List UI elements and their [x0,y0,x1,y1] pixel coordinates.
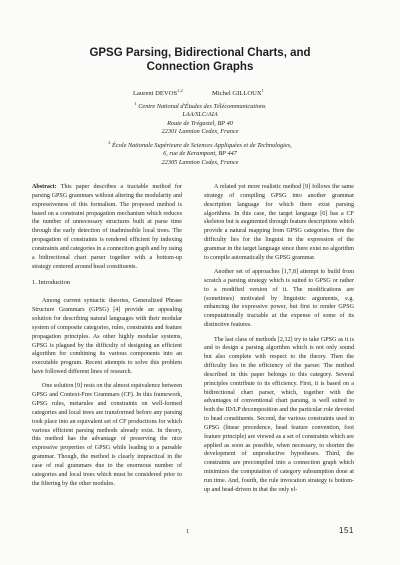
abstract-label: Abstract: [32,184,57,190]
paragraph: Among current syntactic theories, Generalized Phrase Structure Grammars (GPSG) [4] provide an appealing solution for describing natural languages with their modular system of composite categories, rules, constraints and feature propagation principles. As other highly modular systems, GPSG is plagued by the difficulty of designing an efficient algorithm for combining its various components into an executable program. Recent attempts to solve this problem have followed different lines of research. [32,298,182,376]
paper-title [0,46,400,74]
affiliation-1-line-1: $^1$ Centre National d'Études des Télécommunications [134,101,266,111]
left-column [32,183,182,494]
paragraph: Another set of approaches [1,7,8] attempt to build from scratch a parsing strategy which is suited to GPSG or rather to a modified version of it. The modifications are (sometimes) motivated by linguistic arguments, e.g. enhancing the expressive power, but first to render GPSG computationally tractable at the expense of some of its distinctive features. [204,269,354,329]
right-column [204,183,354,500]
affiliation-1-line-2: LAA/SLC/AIA [182,111,218,119]
page-number: 1 [186,528,190,535]
affiliation-2-line-2: 6, rue de Kerampont, BP 447 [163,150,237,158]
paragraph: A related yet more realistic method [9] follows the same strategy of compiling GPSG into another grammar description language for which there exist parsing algorithms. In this case, the target language [6] has a CF skeleton but is augmented through feature descriptions which provide a natural mapping from GPSG categories. Here the difficulty lies for the linguist in the expression of the grammar in the target language since there exist no algorithm to compile automatically the GPSG grammar. [204,184,354,261]
author-devos: Laurent DEVOS$^{1,2}$ [133,88,183,98]
affiliation-2 [0,139,400,167]
title-line-2: Connection Graphs [146,61,254,73]
abstract-text: This paper describes a tractable method for parsing GPSG grammars without altering the modularity and expressiveness of this formalism. The proposed method is based on a constraint propagation mechanism which reduces the number of unnecessary structures built at parse time through the early detection of inadmissible local trees. The propagation of constraints is rendered efficient by indexing constraints and categories in a connection graph and by using a bidirectional chart parser together with a bottom-up strategy centered around head constituents. [32,184,182,270]
section-heading-introduction: 1. Introduction [32,279,70,287]
abstract [32,183,182,271]
author-gilloux: Michel GILLOUX$^1$ [212,88,264,98]
affiliation-1-line-4: 22301 Lannion Cedex, France [161,127,239,135]
margin-page-number: 151 [339,526,354,535]
affiliation-1-line-3: Route de Trégastel, BP 40 [167,119,233,127]
affiliation-2-line-3: 22305 Lannion Cedex, France [161,158,239,166]
affiliation-2-line-1: $^2$ École Nationale Supérieure de Sciences Appliquées et de Technologies, [108,140,292,150]
paragraph: One solution [9] rests on the almost equivalence between GPSG and Context-Free Grammars (CF). In this framework, GPSG rules, metarules and constraints on well-formed categories and local trees are transformed before any parsing took place into an equivalent set of CF productions for which various efficient parsing methods already exist. In theory, this method has the advantage of preserving the nice expressive properties of GPSG while leading to a parsable grammar. Though, the method is clearly impractical in the case of real grammars due to the enormous number of categories and local trees which must be considered prior to the filtering by the other modules. [32,383,182,487]
title-line-1: GPSG Parsing, Bidirectional Charts, and [89,47,311,59]
paragraph: The last class of methods [2,12] try to take GPSG as it is and to design a parsing algorithm which is not only sound but also complete with respect to the theory. Then the difficulty lies in the efficiency of the parser. The method described in this paper belongs to this category. Several principles contribute to its efficiency. First, it is based on a bidirectional chart parser, which, together with the advantages of conventional chart parsing, is well suited to both the ID/LP decomposition and the particular role devoted to head constituents. Second, the various constraints used in GPSG (linear precedence, head feature convention, foot feature principle) are viewed as a set of constraints which are applied as soon as possible, when necessary, to shorten the development of unproductive hypotheses. Third, the constraints are precompiled into a connection graph which minimizes the computation of category subsumption done at run time. And, fourth, the rule invocation strategy is bottom-up and head-driven in that the only el- [204,336,354,493]
affiliation-1 [0,100,400,136]
